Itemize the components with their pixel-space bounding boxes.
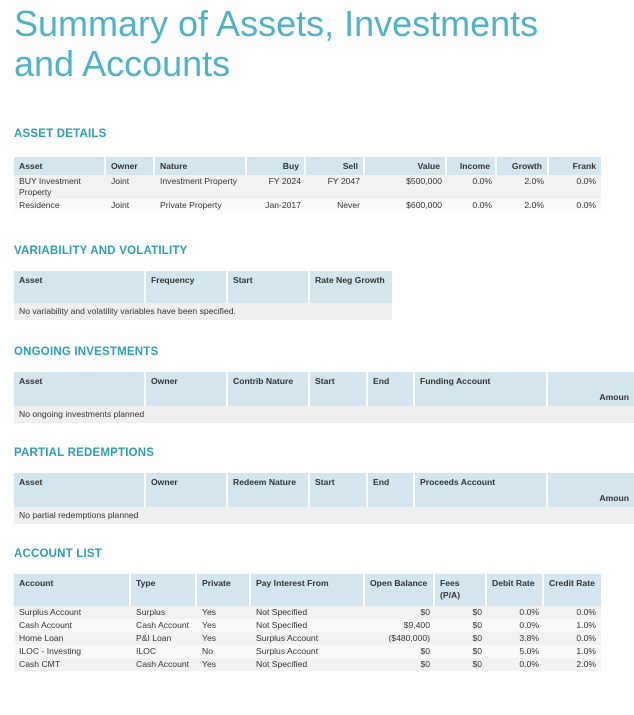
col-type: Type (131, 574, 197, 606)
cell-type: P&I Loan (131, 632, 197, 645)
col-frank: Frank (549, 157, 601, 175)
account-list-heading: ACCOUNT LIST (14, 548, 103, 560)
cell-open-balance: $0 (365, 606, 435, 619)
cell-debit-rate: 0.0% (487, 619, 544, 632)
cell-fees: $0 (435, 632, 487, 645)
col-asset: Asset (14, 271, 146, 303)
table-row (14, 606, 601, 619)
cell-value: $500,000 (365, 175, 447, 199)
cell-account: Home Loan (14, 632, 131, 645)
cell-value: $600,000 (365, 199, 447, 212)
cell-open-balance: $0 (365, 658, 435, 671)
col-proceeds-account: Proceeds Account (415, 473, 548, 507)
col-account: Account (14, 574, 131, 606)
cell-open-balance: $9,400 (365, 619, 435, 632)
cell-income: 0.0% (447, 175, 497, 199)
cell-income: 0.0% (447, 199, 497, 212)
asset-details-heading: ASSET DETAILS (14, 128, 107, 140)
cell-fees: $0 (435, 619, 487, 632)
cell-credit-rate: 2.0% (544, 658, 601, 671)
col-pay-interest-from: Pay Interest From (251, 574, 365, 606)
col-asset: Asset (14, 157, 106, 175)
cell-debit-rate: 0.0% (487, 606, 544, 619)
empty-row (14, 507, 634, 524)
table-row (14, 645, 601, 658)
cell-fees: $0 (435, 645, 487, 658)
cell-account: Cash Account (14, 619, 131, 632)
table-row (14, 619, 601, 632)
col-funding-account: Funding Account (415, 372, 548, 406)
cell-account: Cash CMT (14, 658, 131, 671)
cell-fees: $0 (435, 606, 487, 619)
col-buy: Buy (247, 157, 306, 175)
ongoing-table-wrap (14, 372, 629, 423)
cell-debit-rate: 5.0% (487, 645, 544, 658)
cell-frank: 0.0% (549, 175, 601, 199)
cell-open-balance: ($480,000) (365, 632, 435, 645)
partial-header-row (14, 473, 634, 507)
cell-credit-rate: 1.0% (544, 645, 601, 658)
page-title: Summary of Assets, Investments and Accounts (14, 3, 539, 84)
ongoing-heading: ONGOING INVESTMENTS (14, 346, 159, 358)
cell-nature: Investment Property (155, 175, 247, 199)
cell-growth: 2.0% (497, 175, 549, 199)
col-asset: Asset (14, 372, 146, 406)
cell-private: Yes (197, 619, 251, 632)
table-row (14, 658, 601, 671)
cell-credit-rate: 0.0% (544, 632, 601, 645)
variability-heading: VARIABILITY AND VOLATILITY (14, 245, 188, 257)
cell-pay-interest-from: Surplus Account (251, 632, 365, 645)
cell-pay-interest-from: Not Specified (251, 619, 365, 632)
partial-table (14, 473, 634, 524)
col-redeem-nature: Redeem Nature (228, 473, 310, 507)
table-row (14, 632, 601, 645)
variability-empty-message: No variability and volatility variables have been specified. (14, 303, 392, 320)
cell-credit-rate: 1.0% (544, 619, 601, 632)
cell-debit-rate: 3.8% (487, 632, 544, 645)
account-list-table (14, 574, 601, 671)
ongoing-empty-message: No ongoing investments planned (14, 406, 634, 423)
cell-debit-rate: 0.0% (487, 658, 544, 671)
empty-row (14, 303, 392, 320)
col-start: Start (310, 473, 368, 507)
empty-row (14, 406, 634, 423)
asset-details-table (14, 157, 601, 212)
col-fees: Fees (P/A) (435, 574, 487, 606)
partial-empty-message: No partial redemptions planned (14, 507, 634, 524)
col-end: End (368, 372, 415, 406)
col-value: Value (365, 157, 447, 175)
cell-fees: $0 (435, 658, 487, 671)
cell-buy: FY 2024 (247, 175, 306, 199)
cell-pay-interest-from: Not Specified (251, 658, 365, 671)
table-row (14, 175, 601, 199)
cell-account: Surplus Account (14, 606, 131, 619)
col-start: Start (228, 271, 310, 303)
col-asset: Asset (14, 473, 146, 507)
asset-details-header-row (14, 157, 601, 175)
cell-pay-interest-from: Not Specified (251, 606, 365, 619)
table-row (14, 199, 601, 212)
col-credit-rate: Credit Rate (544, 574, 601, 606)
cell-open-balance: $0 (365, 645, 435, 658)
col-owner: Owner (146, 372, 228, 406)
cell-owner: Joint (106, 175, 155, 199)
col-owner: Owner (106, 157, 155, 175)
cell-type: Surplus (131, 606, 197, 619)
cell-private: Yes (197, 658, 251, 671)
cell-asset: BUY Investment Property (14, 175, 106, 199)
cell-nature: Private Property (155, 199, 247, 212)
col-sell: Sell (306, 157, 365, 175)
col-frequency: Frequency (146, 271, 228, 303)
col-growth: Growth (497, 157, 549, 175)
col-open-balance: Open Balance (365, 574, 435, 606)
account-list-header-row (14, 574, 601, 606)
cell-owner: Joint (106, 199, 155, 212)
col-amount: Amoun (548, 372, 634, 406)
ongoing-table (14, 372, 634, 423)
cell-private: No (197, 645, 251, 658)
cell-asset: Residence (14, 199, 106, 212)
col-debit-rate: Debit Rate (487, 574, 544, 606)
variability-header-row (14, 271, 392, 303)
cell-pay-interest-from: Surplus Account (251, 645, 365, 658)
ongoing-header-row (14, 372, 634, 406)
cell-sell: FY 2047 (306, 175, 365, 199)
col-nature: Nature (155, 157, 247, 175)
variability-table (14, 271, 392, 320)
partial-heading: PARTIAL REDEMPTIONS (14, 447, 155, 459)
col-contrib-nature: Contrib Nature (228, 372, 310, 406)
cell-private: Yes (197, 632, 251, 645)
cell-credit-rate: 0.0% (544, 606, 601, 619)
col-income: Income (447, 157, 497, 175)
col-rate-neg-growth: Rate Neg Growth (310, 271, 392, 303)
partial-table-wrap (14, 473, 629, 524)
col-private: Private (197, 574, 251, 606)
cell-buy: Jan-2017 (247, 199, 306, 212)
cell-frank: 0.0% (549, 199, 601, 212)
cell-type: Cash Account (131, 658, 197, 671)
cell-sell: Never (306, 199, 365, 212)
cell-type: ILOC (131, 645, 197, 658)
col-amount: Amoun (548, 473, 634, 507)
cell-private: Yes (197, 606, 251, 619)
cell-growth: 2.0% (497, 199, 549, 212)
cell-account: ILOC - Investing (14, 645, 131, 658)
col-start: Start (310, 372, 368, 406)
col-owner: Owner (146, 473, 228, 507)
cell-type: Cash Account (131, 619, 197, 632)
col-end: End (368, 473, 415, 507)
